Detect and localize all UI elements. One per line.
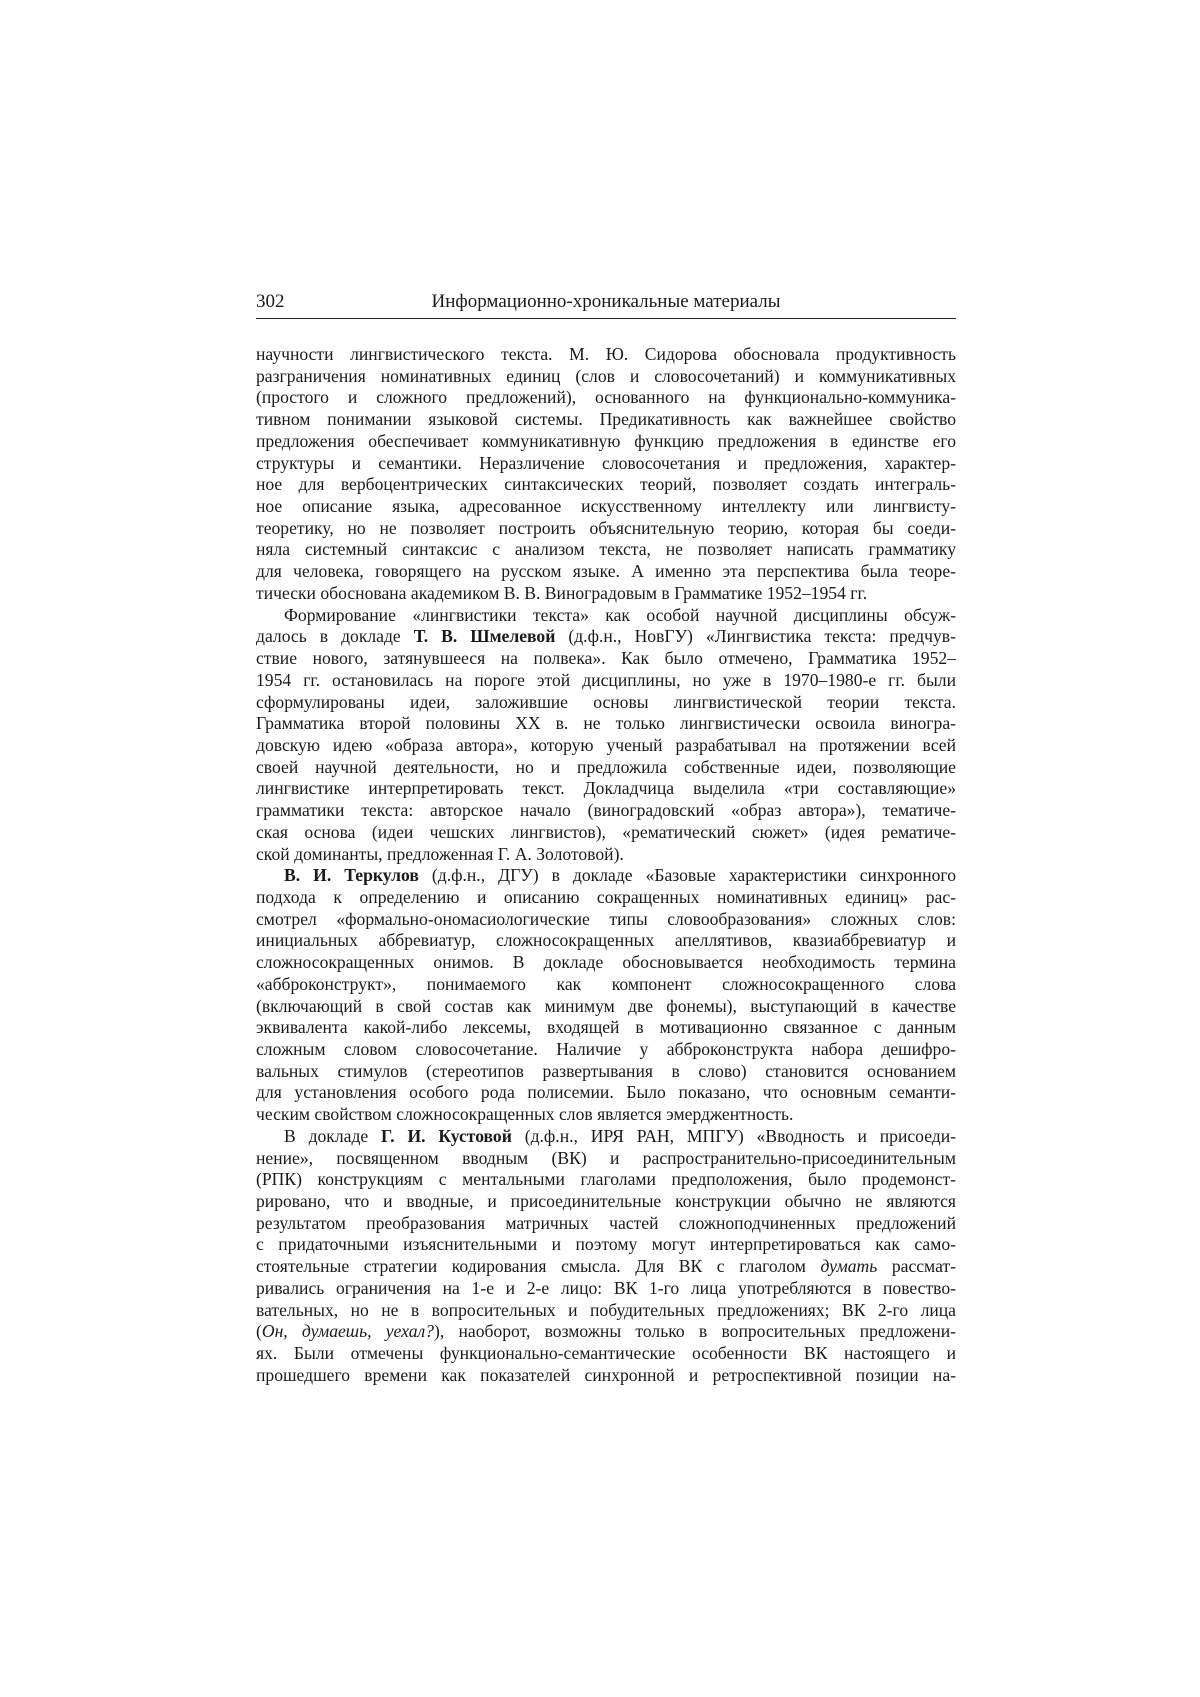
text-line [256,1343,956,1365]
text-segment: ях. Были отмечены функционально-семантические особенности ВК настоящего и [256,1343,956,1364]
text-line [256,670,956,692]
text-line [256,518,956,540]
text-line [256,1256,956,1278]
text-segment: тически обоснована академиком В. В. Виноградовым в Грамматике 1952–1954 гг. [256,582,868,603]
text-line [256,1191,956,1213]
italic-example: Он, думаешь, уехал? [261,1321,434,1342]
text-line [256,822,956,844]
text-line [256,409,956,431]
text-line [256,1126,956,1148]
text-segment: ( [256,1321,262,1342]
text-segment: инициальных аббревиатур, сложносокращенных апеллятивов, квазиаббревиатур и [256,930,956,951]
text-segment: вательных, но не в вопросительных и побудительных предложениях; ВК 2-го лица [256,1299,956,1320]
bold-author-name: Г. И. Кустовой [381,1125,512,1146]
text-segment: ческим свойством сложносокращенных слов является эмерджентность. [256,1104,794,1125]
page-number: 302 [256,291,285,312]
text-segment: ), наоборот, возможны только в вопросительных предложени- [433,1321,956,1342]
text-segment: сложносокращенных онимов. В докладе обосновывается необходимость термина [256,952,956,973]
text-segment: грамматики текста: авторское начало (виноградовский «образ автора»), тематиче- [256,800,956,821]
text-segment: сформулированы идеи, заложившие основы лингвистической теории текста. [256,691,956,712]
text-segment: сложным словом словосочетание. Наличие у абброконструкта набора дешифро- [256,1039,956,1059]
text-line [256,1213,956,1235]
text-segment: ное описание языка, адресованное искусственному интеллекту или лингвисту- [256,496,956,517]
text-segment: (д.ф.н., НовГУ) «Лингвистика текста: предчув- [555,626,956,647]
text-segment: лингвистике интерпретировать текст. Докладчица выделила «три составляющие» [256,778,956,799]
text-segment: рассмат- [877,1256,956,1277]
text-segment: прошедшего времени как показателей синхронной и ретроспективной позиции на- [256,1364,956,1385]
text-segment: стоятельные стратегии кодирования смысла. Для ВК с глаголом [256,1256,821,1277]
text-segment: теоретику, но не позволяет построить объяснительную теорию, которая бы соеди- [256,517,956,538]
text-segment: разграничения номинативных единиц (слов и словосочетаний) и коммуникативных [256,365,956,386]
text-line [256,692,956,714]
text-line [256,1148,956,1170]
text-segment: эквивалента какой-либо лексемы, входящей в мотивационно связанное с данным [256,1017,956,1038]
text-line [256,757,956,779]
text-line [256,909,956,931]
text-segment: вальных стимулов (стереотипов развертывания в слово) становится основанием [256,1060,956,1081]
text-segment: няла системный синтаксис с анализом текста, не позволяет написать грамматику [256,539,956,560]
text-segment: рировано, что и вводные, и присоединительные конструкции обычно не являются [256,1191,956,1212]
text-segment: 1954 гг. остановилась на пороге этой дисциплины, но уже в 1970–1980-е гг. были [256,669,956,690]
text-line [256,844,956,866]
text-line [256,996,956,1018]
text-line [256,583,956,605]
text-segment: смотрел «формально-ономасиологические типы словообразования» сложных слов: [256,908,956,929]
text-segment: ствие нового, затянувшееся на полвека». Как было отмечено, Грамматика 1952– [256,648,956,669]
text-line [256,865,956,887]
bold-author-name: В. И. Теркулов [284,865,419,886]
text-line [256,713,956,735]
text-segment: тивном понимании языковой системы. Предикативность как важнейшее свойство [256,409,956,430]
italic-example: думать [820,1256,878,1277]
text-segment: с придаточными изъяснительными и поэтому могут интерпретироваться как само- [256,1234,956,1255]
text-segment: «абброконструкт», понимаемого как компонент сложносокращенного слова [256,973,956,994]
text-line [256,1169,956,1191]
text-line [256,1365,956,1387]
text-line [256,605,956,627]
text-segment: для человека, говорящего на русском языке. А именно эта перспектива была теоре- [256,561,956,582]
text-line [256,974,956,996]
text-segment: ской доминанты, предложенная Г. А. Золотовой). [256,843,624,864]
text-line [256,887,956,909]
body-text [256,344,956,1387]
text-segment: (д.ф.н., ДГУ) в докладе «Базовые характеристики синхронного [418,865,956,886]
text-line [256,387,956,409]
text-segment: ное для вербоцентрических синтаксических теорий, позволяет создать интеграль- [256,474,956,495]
text-line [256,1278,956,1300]
text-line [256,431,956,453]
text-segment: для установления особого рода полисемии. Было показано, что основным семанти- [256,1082,956,1103]
text-segment: ривались ограничения на 1-е и 2-е лицо: ВК 1-го лица употребляются в повество- [256,1277,956,1298]
text-segment: структуры и семантики. Неразличение словосочетания и предложения, характер- [256,452,956,473]
text-line [256,1104,956,1126]
text-segment: (РПК) конструкциям с ментальными глаголами предположения, было продемонст- [256,1169,956,1190]
text-segment: довскую идею «образа автора», которую ученый разрабатывал на протяжении всей [256,734,956,755]
text-segment: (д.ф.н., ИРЯ РАН, МПГУ) «Вводность и присоеди- [511,1125,956,1146]
text-line [256,952,956,974]
text-line [256,735,956,757]
text-line [256,800,956,822]
text-segment: В докладе [284,1125,382,1146]
text-line [256,1061,956,1083]
text-line [256,366,956,388]
text-line [256,626,956,648]
text-line [256,648,956,670]
text-line [256,453,956,475]
text-segment: предложения обеспечивает коммуникативную функцию предложения в единстве его [256,430,956,451]
bold-author-name: Т. В. Шмелевой [413,626,556,647]
text-line [256,1082,956,1104]
text-segment: подхода к определению и описанию сокращенных номинативных единиц» рас- [256,886,956,907]
text-line [256,539,956,561]
text-line [256,344,956,366]
text-segment: далось в докладе [256,626,414,647]
text-segment: своей научной деятельности, но и предложила собственные идеи, позволяющие [256,756,956,777]
text-line [256,1017,956,1039]
text-line [256,1234,956,1256]
text-line [256,1039,956,1061]
text-segment: Формирование «лингвистики текста» как особой научной дисциплины обсуж- [284,604,956,625]
text-line [256,561,956,583]
text-line [256,930,956,952]
running-title: Информационно-хроникальные материалы [431,291,781,312]
text-segment: (простого и сложного предложений), основанного на функционально-коммуника- [256,387,956,408]
text-segment: ская основа (идеи чешских лингвистов), «рематический сюжет» (идея рематиче- [256,821,956,842]
text-line [256,1300,956,1322]
text-segment: (включающий в свой состав как минимум две фонемы), выступающий в качестве [256,995,956,1016]
text-segment: Грамматика второй половины XX в. не только лингвистически освоила виногра- [256,713,956,734]
text-line [256,778,956,800]
text-line [256,496,956,518]
text-segment: научности лингвистического текста. М. Ю. Сидорова обосновала продуктивность [256,344,956,364]
text-segment: нение», посвященном вводным (ВК) и распространительно-присоединительным [256,1147,956,1168]
text-segment: результатом преобразования матричных частей сложноподчиненных предложений [256,1212,956,1233]
text-line [256,474,956,496]
running-header [256,290,956,319]
text-line [256,1321,956,1343]
